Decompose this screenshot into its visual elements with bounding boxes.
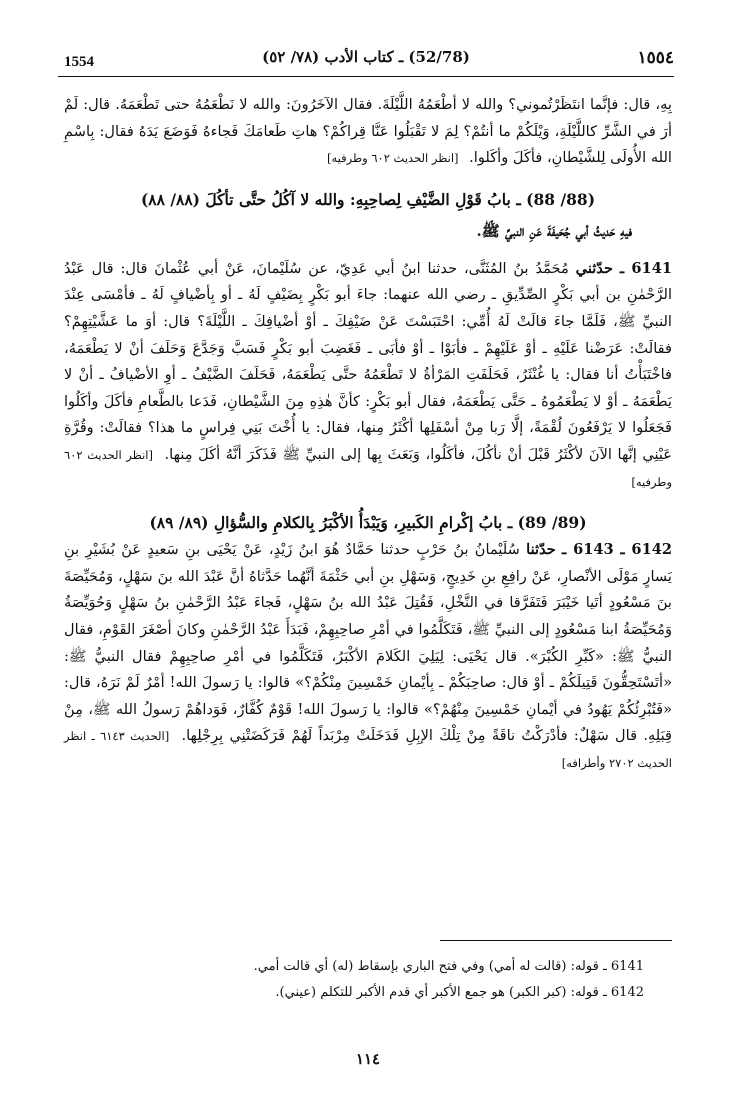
main-text bbox=[64, 92, 672, 776]
hadith-6142 bbox=[64, 537, 672, 776]
footer-page-number: ١١٤ bbox=[355, 1050, 381, 1068]
footnote-divider bbox=[440, 940, 672, 941]
spacer bbox=[64, 244, 672, 256]
hadith-6142-number: 6142 ـ 6143 ـ bbox=[562, 541, 673, 559]
hadith-6142-lead: حدّثنا bbox=[526, 541, 556, 559]
hadith-6141 bbox=[64, 256, 672, 495]
hadith-6142-text: سُلَيْمانُ بنُ حَرْبٍ حدثنا حَمَّادٌ هُوَ ابنُ زَيْدٍ، عَنْ يَحْيَى بنِ سَعيدٍ عَنْ بُشَيْرِ بنِ يَسارٍ مَوْلَى الأنْصارِ، عَنْ رافِعِ بنِ خَدِيجٍ، وَسَهْلِ بنِ أبي حَثْمَةَ أنَّهُما حَدَّثاهُ أنَّ عَبْدَ الله بنَ سَهْلٍ، وَمُحَيِّصَةَ بنَ مَسْعُودٍ أتَيا خَيْبَرَ فَتَفَرَّقا في النَّخْلِ، فَقُتِلَ عَبْدُ الله بنُ سَهْلٍ، فَجاءَ عَبْدُ الرَّحْمٰنِ بنُ سَهْلٍ وَحُوَيِّصَةُ وَمُحَيِّصَةُ ابنا مَسْعُودٍ إلى النبيِّ ﷺ، فَتَكَلَّمُوا في أمْرِ صاحِبِهِمْ، فَبَدَأَ عَبْدُ الرَّحْمٰنِ وكانَ أصْغَرَ القَوْمِ، فقال النبيُّ ﷺ: «كَبِّرِ الكُبْرَ». قال يَحْيَى: لِيَلِيَ الكَلامَ الأكْبَرُ، فَتَكَلَّمُوا في أمْرِ صاحِبِهِمْ فقال النبيُّ ﷺ: «أتَسْتَحِقُّونَ قَتِيلَكُمْ ـ أوْ قال: صاحِبَكُمْ ـ بِأيْمانِ خَمْسِينَ مِنْكُمْ؟» قالوا: يا رَسولَ الله! أمْرٌ لَمْ نَرَهُ، قال: «فَتُبْرِئُكُمْ يَهُودُ في أيْمانِ خَمْسِينَ مِنْهُمْ؟» قالوا: يا رَسولَ الله! قَوْمٌ كُفَّارٌ، فَوَداهُمْ رَسولُ الله ﷺ، مِنْ قِبَلِهِ. قال سَهْلٌ: فأدْرَكْتُ ناقَةً مِنْ تِلْكَ الإبِلِ فَدَخَلَتْ مِرْبَداً لَهُمْ فَرَكَضَتْنِي بِرِجْلِها. bbox=[64, 541, 672, 745]
hadith-6141-ref: [انظر الحديث ٦٠٢ وطرفيه] bbox=[64, 447, 672, 489]
hadith-6141-lead: حدّثني bbox=[575, 259, 613, 277]
page-header bbox=[58, 40, 674, 77]
footnote-item: 6142 ـ قوله: (كبر الكبر) هو جمع الأكبر أي قدم الأكبر للتكلم (عيني). bbox=[275, 985, 644, 1000]
hadith-6141-text: مُحَمَّدُ بنُ المُثَنَّى، حدثنا ابنُ أبي عَدِيّ، عن سُلَيْمانَ، عَنْ أبي عُثْمانَ قال: قال عَبْدُ الرَّحْمٰنِ بن أبي بَكْرٍ الصِّدِّيقِ ـ رضي الله عنهما: جاءَ أبو بَكْرٍ بِضَيْفٍ لَهُ ـ أو بِأضْيافٍ لَهُ ـ فأمْسَى عِنْدَ النبيِّ ﷺ، فَلَمَّا جاءَ قالَتْ لَهُ أُمِّي: احْتَبَسْتَ عَنْ ضَيْفِكَ ـ أوْ أضْيافِكَ ـ اللَّيْلَةَ؟ قال: أوَ ما عَشَّيْتِهِمْ؟ فقالَتْ: عَرَضْنا عَلَيْهِ ـ أوْ عَلَيْهِمْ ـ فأبَوْا ـ أوْ فأبَى ـ فَغَضِبَ أبو بَكْرٍ فَسَبَّ وَجَدَّعَ وَحَلَفَ أنْ لا يَطْعَمَهُ، فاخْتَبَأْتُ أنا فقال: يا غُنْثَرُ، فَحَلَفَتِ المَرْأةُ لا تَطْعَمُهُ حتَّى يَطْعَمَهُ، فَحَلَفَ الضَّيْفُ ـ أوِ الأضْيافُ ـ أنْ لا يَطْعَمَهُ ـ أوْ لا يَطْعَمُوهُ ـ حَتَّى يَطْعَمَهُ، فقال أبو بَكْرٍ: كأنَّ هٰذِهِ مِنَ الشَّيْطانِ، فَدَعا بالطَّعامِ فأكَلَ وأكَلُوا فَجَعَلُوا لا يَرْفَعُونَ لُقْمَةً، إلَّا رَبا مِنْ أسْفَلِها أكْثَرُ مِنها، فقال: يا أُخْتَ بَنِي فِراسٍ ما هذا؟ فقالَتْ: وقُرَّةِ عَيْنِي إنَّها الآنَ لأكْثَرُ قَبْلَ أنْ نأكُلَ، فأكَلُوا، وَبَعَثَ بِها إلى النبيِّ ﷺ فَذَكَرَ أنَّهُ أكَلَ مِنها. bbox=[64, 259, 673, 463]
footnotes bbox=[64, 954, 644, 1006]
page-number-latin: 1554 bbox=[64, 54, 94, 70]
chapter-89-title: (89/ 89) ـ بابُ إكْرامِ الكَبيرِ، وَيَبْدَأُ الأكْبَرُ بِالكلامِ والسُّؤالِ (٨٩/ ٨٩) bbox=[149, 513, 587, 533]
top-passage-text: بِهِ، قال: فإنَّما انتَظَرْتُموني؟ والله لا أطْعَمُهُ اللَّيْلَةَ. فقال الآخَرُونَ: والله لا نَطْعَمُهُ حتى تَطْعَمَهُ. قال: لَمْ أرَ في الشَّرِّ كاللَّيْلَةِ، وَيْلَكُمْ ما أنتُمْ؟ لِمَ لا تَقْبَلُوا عَنَّا قِراكُمْ؟ هاتِ طَعامَكَ فَجاءهُ فَوَضَعَ يَدَهُ فقال: بِاسْمِ الله الأُولَى لِلشَّيْطانِ، فأكَلَ وأكَلوا. bbox=[64, 96, 672, 167]
hadith-6142-ref: [الحديث ٦١٤٣ ـ انظر الحديث ٢٧٠٢ وأطرافه] bbox=[64, 729, 672, 770]
footnote-item: 6141 ـ قوله: (قالت له أمي) وفي فتح الباري بإسقاط (له) أي قالت أمي. bbox=[253, 959, 644, 974]
top-passage bbox=[64, 92, 672, 172]
chapter-88-title: (88/ 88) ـ بابُ قَوْلِ الضَّيْفِ لِصاحِبِهِ: والله لا آكُلُ حتَّى تأكُلَ (٨٨/ ٨٨) bbox=[140, 189, 596, 209]
page-number-arabic: ١٥٥٤ bbox=[637, 48, 674, 68]
top-passage-ref: [انظر الحديث ٦٠٢ وطرفيه] bbox=[327, 151, 459, 166]
hadith-6141-number: 6141 ـ bbox=[619, 259, 673, 277]
running-title: (52/78) ـ كتاب الأدب (٧٨/ ٥٢) bbox=[262, 48, 470, 66]
chapter-88-note: فيهِ حَديثُ أبي جُحَيفَةَ عَنِ النبيِّ ﷺ. bbox=[476, 221, 632, 240]
